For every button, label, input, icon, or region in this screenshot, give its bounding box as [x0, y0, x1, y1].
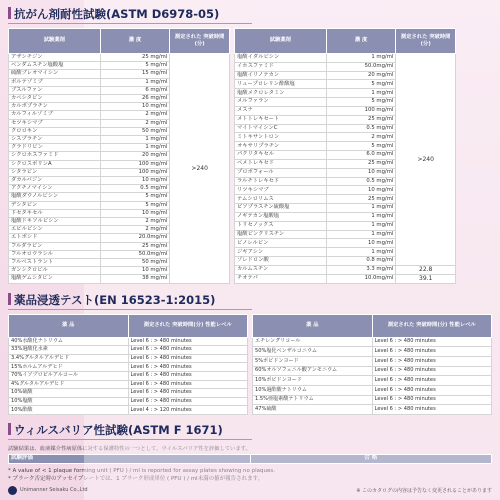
chemo-tables: [8, 28, 492, 284]
concentration: 1 mg/ml: [100, 136, 170, 144]
drug-name: オキサリプラチン: [235, 142, 327, 151]
table-row: [9, 406, 248, 415]
drug-name: フルベストラント: [9, 259, 101, 267]
chemical-name: エチレングリコール: [253, 337, 373, 347]
concentration: 0.5 mg/ml: [326, 177, 396, 186]
drug-name: 硫酸ブレオマイシン: [9, 70, 101, 78]
concentration: 25 mg/ml: [326, 195, 396, 204]
drug-name: 塩酸ドキソルビシン: [9, 218, 101, 226]
drug-name: ベンダムスチン塩酸塩: [9, 62, 101, 70]
header-level: 測定された 突破時間(分) 性能レベル: [372, 314, 491, 337]
virus-title: [8, 422, 252, 440]
concentration: 1 mg/ml: [326, 212, 396, 221]
table-row: [9, 389, 248, 398]
chemical-name: 70%イソプロピルアルコール: [9, 372, 129, 381]
drug-name: 塩酸メクロレタミン: [235, 89, 327, 98]
drug-name: カペシタビン: [9, 95, 101, 103]
concentration: 2 mg/ml: [100, 111, 170, 119]
concentration: 25 mg/ml: [100, 242, 170, 250]
concentration: 10 mg/ml: [326, 168, 396, 177]
footer: [8, 484, 492, 496]
drug-name: メルファラン: [235, 98, 327, 107]
concentration: 1 mg/ml: [326, 204, 396, 213]
concentration: 6.0 mg/ml: [326, 151, 396, 160]
concentration: 0.8 mg/ml: [326, 257, 396, 266]
concentration: 5 mg/ml: [100, 62, 170, 70]
drug-name: シスプラチン: [9, 136, 101, 144]
performance-level: Level 6 : > 480 minutes: [372, 337, 491, 347]
header-chemical: 薬 品: [9, 314, 129, 337]
pen-tables: [8, 314, 492, 415]
breakthrough-time: >240: [170, 54, 230, 284]
table-row: [9, 363, 248, 372]
concentration: 0.5 mg/ml: [326, 124, 396, 133]
table-row: [253, 385, 492, 395]
header-time: 測定された 突破時間 (分): [170, 29, 230, 54]
performance-level: Level 6 : > 480 minutes: [128, 354, 247, 363]
chemical-name: 33%過酸化水素: [9, 346, 129, 355]
chemical-name: 4%グルタルアルデヒド: [9, 380, 129, 389]
drug-name: パクリタキセル: [235, 151, 327, 160]
table-row: [9, 346, 248, 355]
drug-name: テムシロリムス: [235, 195, 327, 204]
concentration: 10 mg/ml: [100, 267, 170, 275]
performance-level: Level 6 : > 480 minutes: [128, 337, 247, 346]
drug-name: カルムスチン: [235, 265, 327, 274]
concentration: 50.0mg/ml: [100, 250, 170, 258]
pen-title-text: 薬品浸透テスト(EN 16523-1:2015): [14, 292, 216, 307]
concentration: 50 mg/ml: [100, 259, 170, 267]
concentration: 25 mg/ml: [326, 115, 396, 124]
drug-name: ブスルファン: [9, 86, 101, 94]
drug-name: ミトキサントロン: [235, 133, 327, 142]
drug-name: デシタビン: [9, 201, 101, 209]
drug-name: アクチノマイシン: [9, 185, 101, 193]
concentration: 10 mg/ml: [326, 186, 396, 195]
drug-name: チオテパ: [235, 274, 327, 283]
drug-name: 塩酸ゲムシタビン: [9, 275, 101, 283]
company-name: Unimanner Seisaku Co.,Ltd: [20, 487, 88, 493]
concentration: 1 mg/ml: [100, 78, 170, 86]
chemical-name: 60%オルソフェニル酸アンモニウム: [253, 366, 373, 376]
concentration: 0.5 mg/ml: [100, 185, 170, 193]
drug-name: エピルビシン: [9, 226, 101, 234]
performance-level: Level 4 : > 120 minutes: [128, 406, 247, 415]
drug-name: ビノレルビン: [235, 239, 327, 248]
concentration: 1 mg/ml: [100, 144, 170, 152]
drug-name: フルオロウラシル: [9, 250, 101, 258]
table-row: [253, 357, 492, 367]
virus-header-eval: 試験評価: [9, 455, 251, 464]
concentration: 10 mg/ml: [100, 177, 170, 185]
concentration: 2 mg/ml: [100, 119, 170, 127]
drug-name: ゾレドロン酸: [235, 257, 327, 266]
concentration: 5 mg/ml: [326, 142, 396, 151]
table-row: [253, 395, 492, 405]
performance-level: Level 6 : > 480 minutes: [372, 385, 491, 395]
drug-name: シクロスポリンA: [9, 160, 101, 168]
performance-level: Level 6 : > 480 minutes: [128, 397, 247, 406]
concentration: 15 mg/ml: [100, 70, 170, 78]
concentration: 100 mg/ml: [100, 168, 170, 176]
drug-name: ジギアシン: [235, 248, 327, 257]
header-drug: 試験薬剤: [9, 29, 101, 54]
drug-name: プロポフォール: [235, 168, 327, 177]
concentration: 2 mg/ml: [100, 226, 170, 234]
virus-title-text: ウィルスバリア性試験(ASTM F 1671): [14, 423, 223, 438]
concentration: 2 mg/ml: [100, 218, 170, 226]
concentration: 20 mg/ml: [326, 71, 396, 80]
concentration: 20.0mg/ml: [100, 234, 170, 242]
performance-level: Level 6 : > 480 minutes: [128, 346, 247, 355]
table-row: [253, 347, 492, 357]
drug-name: 塩酸ダウノルビシン: [9, 193, 101, 201]
company-logo-icon: [8, 486, 17, 495]
drug-name: セツキシマブ: [9, 119, 101, 127]
title-bar: [8, 7, 11, 19]
chemical-name: 10%酢酸: [9, 406, 129, 415]
drug-name: マイトマイシンC: [235, 124, 327, 133]
drug-name: ガンシクロビル: [9, 267, 101, 275]
table-row: [9, 54, 230, 62]
performance-level: Level 6 : > 480 minutes: [372, 376, 491, 386]
drug-name: トリセノックス: [235, 221, 327, 230]
chemical-name: 40%水酸化ナトリウム: [9, 337, 129, 346]
concentration: 5 mg/ml: [326, 80, 396, 89]
table-row: [9, 354, 248, 363]
chemo-table-right: [234, 28, 456, 284]
drug-name: 塩酸イダルビシン: [235, 54, 327, 63]
drug-name: シクロホスファミド: [9, 152, 101, 160]
concentration: 1 mg/ml: [326, 221, 396, 230]
table-row: [235, 274, 456, 283]
drug-name: イホスファミド: [235, 62, 327, 71]
performance-level: Level 6 : > 480 minutes: [372, 395, 491, 405]
drug-name: クロロキン: [9, 127, 101, 135]
drug-name: ピソプラスチン硫酸塩: [235, 204, 327, 213]
concentration: 100 mg/ml: [326, 106, 396, 115]
performance-level: Level 6 : > 480 minutes: [128, 372, 247, 381]
concentration: 1 mg/ml: [326, 54, 396, 63]
drug-name: シタラビン: [9, 168, 101, 176]
chemical-name: 10%過酢酸ナトリウム: [253, 385, 373, 395]
table-row: [9, 397, 248, 406]
performance-level: Level 6 : > 480 minutes: [128, 380, 247, 389]
performance-level: Level 6 : > 480 minutes: [372, 347, 491, 357]
drug-name: 塩酸ビンクリスチン: [235, 230, 327, 239]
chemical-name: 47%硫酸: [253, 405, 373, 415]
chemo-title: [8, 6, 252, 24]
drug-name: フルダラビン: [9, 242, 101, 250]
virus-note-1: * A value of < 1 plaque forming unit ( PFU ) / ml is reported for assay plates showing no plaques.: [8, 468, 276, 475]
drug-name: ノギテカン塩酸塩: [235, 212, 327, 221]
drug-name: ダカルバジン: [9, 177, 101, 185]
concentration: 5 mg/ml: [100, 201, 170, 209]
table-row: [9, 337, 248, 346]
concentration: 26 mg/ml: [100, 95, 170, 103]
concentration: 38 mg/ml: [100, 275, 170, 283]
drug-name: ラルチトレキセド: [235, 177, 327, 186]
chemical-name: 15%ホルムアルデヒド: [9, 363, 129, 372]
header-drug: 試験薬剤: [235, 29, 327, 54]
performance-level: Level 6 : > 480 minutes: [372, 357, 491, 367]
concentration: 10 mg/ml: [100, 209, 170, 217]
concentration: 10 mg/ml: [100, 103, 170, 111]
chemical-name: 10%ポビドンヨード: [253, 376, 373, 386]
table-row: [253, 366, 492, 376]
performance-level: Level 6 : > 480 minutes: [128, 389, 247, 398]
chemical-name: 3.4%グルタルアルデヒド: [9, 354, 129, 363]
table-row: [253, 337, 492, 347]
pen-title: [8, 292, 252, 310]
header-chemical: 薬 品: [253, 314, 373, 337]
drug-name: メトトレキセート: [235, 115, 327, 124]
breakthrough-time: 39.1: [396, 274, 456, 283]
performance-level: Level 6 : > 480 minutes: [372, 405, 491, 415]
concentration: 50 mg/ml: [100, 127, 170, 135]
performance-level: Level 6 : > 480 minutes: [128, 363, 247, 372]
title-bar: [8, 293, 11, 305]
footer-note: ※ このカタログの内容は予告なく変更されることがあります: [356, 487, 492, 494]
concentration: 3.3 mg/ml: [326, 265, 396, 274]
drug-name: ドセタキセル: [9, 209, 101, 217]
drug-name: クラドリビン: [9, 144, 101, 152]
concentration: 1 mg/ml: [326, 248, 396, 257]
concentration: 2 mg/ml: [326, 133, 396, 142]
performance-level: Level 6 : > 480 minutes: [372, 366, 491, 376]
concentration: 25 mg/ml: [326, 159, 396, 168]
concentration: 50.0mg/ml: [326, 62, 396, 71]
chemical-name: 5%ポビドンヨード: [253, 357, 373, 367]
table-row: [253, 405, 492, 415]
title-bar: [8, 423, 11, 435]
header-conc: 濃 度: [326, 29, 396, 54]
concentration: 10 mg/ml: [326, 239, 396, 248]
chemical-name: 1.5%亜塩素酸ナトリウム: [253, 395, 373, 405]
breakthrough-time: >240: [396, 54, 456, 266]
chemo-title-text: 抗がん剤耐性試験(ASTM D6978-05): [14, 7, 220, 21]
header-level: 測定された 突破時間(分) 性能レベル: [128, 314, 247, 337]
pen-table-right: [252, 314, 492, 415]
concentration: 1 mg/ml: [326, 230, 396, 239]
table-row: [9, 380, 248, 389]
concentration: 10.0mg/ml: [326, 274, 396, 283]
breakthrough-time: 22.8: [396, 265, 456, 274]
table-row: [9, 372, 248, 381]
drug-name: リツキシマブ: [235, 186, 327, 195]
table-row: [253, 376, 492, 386]
pen-table-left: [8, 314, 248, 415]
drug-name: カルボプラチン: [9, 103, 101, 111]
drug-name: メスナ: [235, 106, 327, 115]
drug-name: カルフィルゾミブ: [9, 111, 101, 119]
chemical-name: 10%塩酸: [9, 397, 129, 406]
header-time: 測定された 突破時間 (分): [396, 29, 456, 54]
chemo-table-left: [8, 28, 230, 284]
drug-name: ペメトレキセド: [235, 159, 327, 168]
drug-name: リュープロレリン酢酸塩: [235, 80, 327, 89]
drug-name: 塩酸イリノテカン: [235, 71, 327, 80]
chemical-name: 10%硫酸: [9, 389, 129, 398]
chemical-name: 50%塩化ベンザルコニウム: [253, 347, 373, 357]
concentration: 20 mg/ml: [100, 152, 170, 160]
concentration: 5 mg/ml: [100, 193, 170, 201]
drug-name: ボルテゾミブ: [9, 78, 101, 86]
drug-name: アザシチジン: [9, 54, 101, 62]
table-row: [235, 54, 456, 63]
virus-note-2: * プラーク否定時のアッセイプレートでは、1 プラーク形成単位 ( PFU ) / ml未満の値が報告されます。: [8, 476, 264, 483]
concentration: 5 mg/ml: [326, 98, 396, 107]
concentration: 6 mg/ml: [100, 86, 170, 94]
header-conc: 濃 度: [100, 29, 170, 54]
concentration: 1 mg/ml: [326, 89, 396, 98]
virus-intro: 試験結果は、血液媒介性病原体に対する保護特性の一つとして、ウイルスバリア性を評価しています。: [8, 446, 251, 453]
concentration: 25 mg/ml: [100, 54, 170, 62]
drug-name: エトポシド: [9, 234, 101, 242]
concentration: 100 mg/ml: [100, 160, 170, 168]
virus-header-result: 合 格: [250, 455, 492, 464]
table-row: [235, 265, 456, 274]
